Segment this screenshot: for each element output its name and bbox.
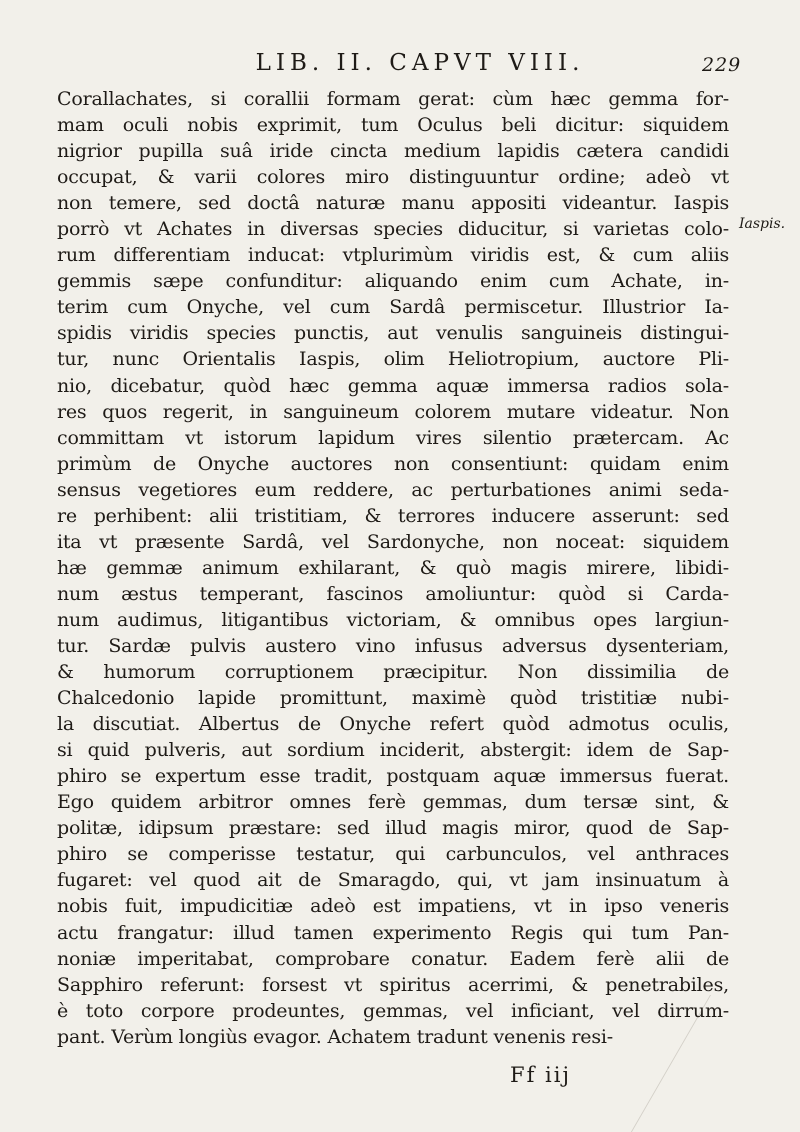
text-line: nigrior pupilla suâ iride cincta medium lapidis cætera candidi <box>57 140 729 163</box>
text-line: politæ, idipsum præstare: sed illud magis miror, quod de Sap- <box>57 817 729 840</box>
text-line: è toto corpore prodeuntes, gemmas, vel inficiant, vel dirrum- <box>57 999 729 1022</box>
page-number: 229 <box>702 54 742 76</box>
text-line: non temere, sed doctâ naturæ manu appositi videantur. Iaspis <box>57 192 729 215</box>
text-line: gemmis sæpe confunditur: aliquando enim cum Achate, in- <box>57 270 729 293</box>
signature-mark: Ff iij <box>510 1063 571 1087</box>
marginal-note: Iaspis. <box>739 216 786 232</box>
text-line: si quid pulveris, aut sordium inciderit, abstergit: idem de Sap- <box>57 739 729 762</box>
text-line: phiro se comperisse testatur, qui carbunculos, vel anthraces <box>57 843 729 866</box>
text-line: committam vt istorum lapidum vires silentio prætercam. Ac <box>57 426 729 449</box>
text-line: ita vt præsente Sardâ, vel Sardonyche, non noceat: siquidem <box>57 530 729 553</box>
text-line: spidis viridis species punctis, aut venulis sanguineis distingui- <box>57 322 729 345</box>
text-line: phiro se expertum esse tradit, postquam aquæ immersus fuerat. <box>57 765 729 788</box>
text-line: Chalcedonio lapide promittunt, maximè quòd tristitiæ nubi- <box>57 687 729 710</box>
text-line: re perhibent: alii tristitiam, & terrores inducere asserunt: sed <box>57 504 729 527</box>
text-line: porrò vt Achates in diversas species diducitur, si varietas colo- <box>57 218 729 241</box>
text-line: & humorum corruptionem præcipitur. Non dissimilia de <box>57 661 729 684</box>
text-line: la discutiat. Albertus de Onyche refert quòd admotus oculis, <box>57 713 729 736</box>
running-header: LIB. II. CAPVT VIII. <box>255 50 585 76</box>
text-line: primùm de Onyche auctores non consentiunt: quidam enim <box>57 452 729 475</box>
text-line: occupat, & varii colores miro distinguuntur ordine; adeò vt <box>57 166 729 189</box>
text-line: noniæ imperitabat, comprobare conatur. Eadem ferè alii de <box>57 947 729 970</box>
text-line: rum differentiam inducat: vtplurimùm viridis est, & cum aliis <box>57 244 729 267</box>
text-line: terim cum Onyche, vel cum Sardâ permiscetur. Illustrior Ia- <box>57 296 729 319</box>
text-line: actu frangatur: illud tamen experimento Regis qui tum Pan- <box>57 921 729 944</box>
text-line: fugaret: vel quod ait de Smaragdo, qui, vt jam insinuatum à <box>57 869 729 892</box>
body-text <box>57 86 729 1050</box>
text-line: Ego quidem arbitror omnes ferè gemmas, dum tersæ sint, & <box>57 791 729 814</box>
text-line: mam oculi nobis exprimit, tum Oculus beli dicitur: siquidem <box>57 114 729 137</box>
text-line: num audimus, litigantibus victoriam, & omnibus opes largiun- <box>57 608 729 631</box>
text-line: pant. Verùm longiùs evagor. Achatem tradunt venenis resi- <box>57 1025 613 1048</box>
text-line: sensus vegetiores eum reddere, ac perturbationes animi seda- <box>57 478 729 501</box>
text-line: hæ gemmæ animum exhilarant, & quò magis mirere, libidi- <box>57 556 729 579</box>
text-line: nobis fuit, impudicitiæ adeò est impatiens, vt in ipso veneris <box>57 895 729 918</box>
text-line: num æstus temperant, fascinos amoliuntur: quòd si Carda- <box>57 582 729 605</box>
text-line: nio, dicebatur, quòd hæc gemma aquæ immersa radios sola- <box>57 374 729 397</box>
text-line: Corallachates, si corallii formam gerat: cùm hæc gemma for- <box>57 88 729 110</box>
text-line: tur. Sardæ pulvis austero vino infusus adversus dysenteriam, <box>57 634 729 657</box>
text-line: tur, nunc Orientalis Iaspis, olim Heliotropium, auctore Pli- <box>57 348 729 371</box>
text-line: res quos regerit, in sanguineum colorem mutare videatur. Non <box>57 400 729 423</box>
text-line: Sapphiro referunt: forsest vt spiritus acerrimi, & penetrabiles, <box>57 973 729 996</box>
